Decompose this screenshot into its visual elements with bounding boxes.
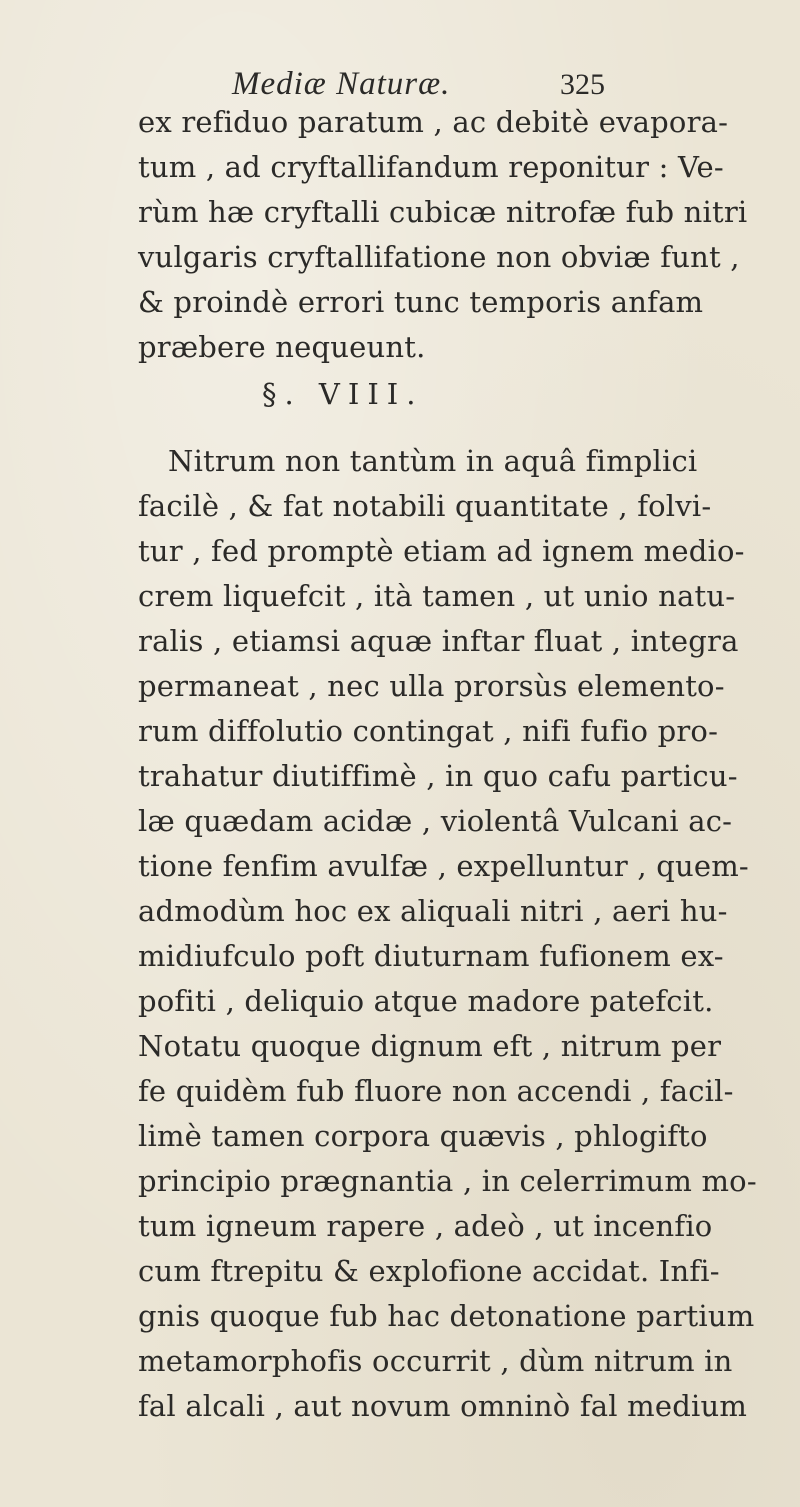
page-number: 325 [560,68,605,101]
text-line: crem liquefcit , ità tamen , ut unio natu- [138,579,736,613]
text-line: fe quidèm fub fluore non accendi , facil- [138,1074,734,1108]
text-line: rùm hæ cryftalli cubicæ nitrofæ fub nitri [138,195,748,229]
running-title: Mediæ Naturæ. [232,66,451,102]
text-line: tum , ad cryftallifandum reponitur : Ve- [138,150,724,184]
text-line: læ quædam acidæ , violentâ Vulcani ac- [138,804,733,838]
text-line: tum igneum rapere , adeò , ut incenfio [138,1209,713,1243]
text-line: ex refiduo paratum , ac debitè evapora- [138,105,729,139]
text-line: præbere nequeunt. [138,330,426,364]
text-line: vulgaris cryftallifatione non obviæ funt , [138,240,740,274]
text-line: & proindè errori tunc temporis anfam [138,285,704,319]
text-line: facilè , & fat notabili quantitate , folvi- [138,489,712,523]
text-line: trahatur diutiffimè , in quo cafu particu- [138,759,738,793]
text-line: Notatu quoque dignum eft , nitrum per [138,1029,722,1063]
text-line: tur , fed promptè etiam ad ignem medio- [138,534,745,568]
text-line: tione fenfim avulfæ , expelluntur , quem- [138,849,749,883]
text-line: permaneat , nec ulla prorsùs elemento- [138,669,725,703]
text-line: Nitrum non tantùm in aquâ fimplici [168,444,698,478]
text-line: metamorphofis occurrit , dùm nitrum in [138,1344,733,1378]
section-heading: §. VIII. [262,377,424,411]
text-line: ralis , etiamsi aquæ inftar fluat , integra [138,624,739,658]
text-line: rum diffolutio contingat , nifi fufio pro- [138,714,719,748]
text-line: principio prægnantia , in celerrimum mo- [138,1164,757,1198]
text-line: fal alcali , aut novum omninò fal medium [138,1389,748,1423]
text-line: pofiti , deliquio atque madore patefcit. [138,984,714,1018]
text-line: limè tamen corpora quævis , phlogifto [138,1119,708,1153]
text-line: gnis quoque fub hac detonatione partium [138,1299,755,1333]
text-line: midiufculo poft diuturnam fufionem ex- [138,939,724,973]
text-line: cum ftrepitu & explofione accidat. Infi- [138,1254,720,1288]
text-line: admodùm hoc ex aliquali nitri , aeri hu- [138,894,728,928]
